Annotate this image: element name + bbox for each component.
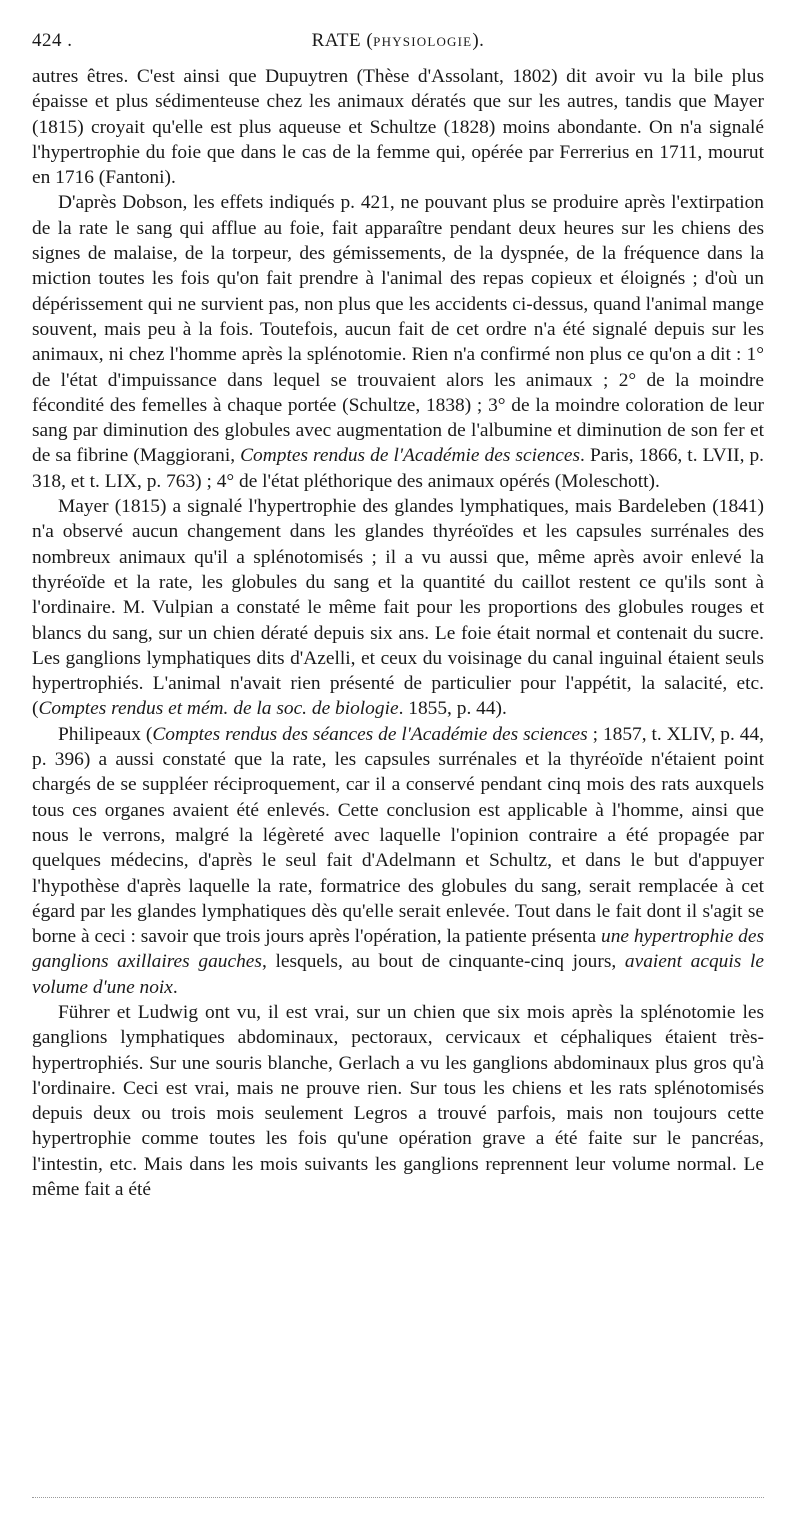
italic-text: avaient acquis le volume d'une noix	[32, 951, 764, 998]
italic-text: Comptes rendus des séances de l'Académie des sciences	[152, 723, 588, 745]
text-run: . Paris, 1866, t. LVII, p. 318, et t. LIX, p. 763) ; 4° de l'état pléthorique des animaux opérés (Moleschott).	[32, 445, 765, 492]
italic-text: Comptes rendus et mém. de la soc. de biologie	[38, 698, 399, 720]
paragraph	[32, 494, 764, 722]
title-subject: PHYSIOLOGIE	[373, 34, 473, 49]
text-run: Führer et Ludwig ont vu, il est vrai, sur un chien que six mois après la splénotomie les ganglions lymphatiques abdominaux, pectoraux, cervicaux et céphaliques étaient très-hypertrophiés. Sur une souris blanche, Gerlach a vu les ganglions abdominaux plus gros qu'à l'ordinaire. Ceci est vrai, mais ne prouve rien. Sur tous les chiens et les rats splénotomisés depuis deux ou trois mois seulement Legros a trouvé parfois, mais non toujours cette hypertrophie comme toutes les fois qu'une opération grave a été faite sur le pancréas, l'intestin, etc. Mais dans les mois suivants les ganglions reprennent leur volume normal. Le même fait a été	[32, 1001, 764, 1201]
title-main: RATE (	[311, 30, 374, 51]
text-run: D'après Dobson, les effets indiqués p. 421, ne pouvant plus se produire après l'extirpation de la rate le sang qui afflue au foie, fait apparaître pendant deux heures sur les chiens des signes de malaise, de la torpeur, des gémissements, de la dyspnée, de la fréquence dans la miction toutes les fois qu'on fait prendre à l'animal des repas copieux et éloignés ; d'où un dépérissement qui ne survient pas, non plus que les accidents ci-dessus, quand l'animal mange souvent, mais peu à la fois. Toutefois, aucun fait de cet ordre n'a été signalé depuis sur les animaux, ni chez l'homme après la splénotomie. Rien n'a confirmé non plus ce qu'on a dit : 1° de l'état d'impuissance dans lequel se trouvaient alors les animaux ; 2° de la moindre fécondité des femelles à chaque portée (Schultze, 1838) ; 3° de la moindre coloration de leur sang par diminution des globules avec augmentation de l'albumine et diminution de son fer et de sa fibrine (Maggiorani,	[32, 192, 764, 467]
italic-text: Comptes rendus de l'Académie des sciences	[240, 445, 581, 467]
running-title	[32, 30, 764, 52]
paragraph	[32, 64, 764, 190]
text-run: , lesquels, au bout de cinquante-cinq jours,	[261, 951, 625, 973]
paragraph	[32, 722, 764, 1000]
text-run: Mayer (1815) a signalé l'hypertrophie des glandes lymphatiques, mais Bardeleben (1841) n'a observé aucun changement dans les glandes thyréoïdes et les capsules surrénales des nombreux animaux qu'il a splénotomisés ; il a vu aussi que, même après avoir enlevé la thyréoïde et la rate, les globules du sang et la quantité du caillot restent ce qu'ils sont à l'ordinaire. M. Vulpian a constaté le même fait pour les proportions des globules rouges et blancs du sang, sur un chien dératé depuis six ans. Le foie était normal et contenait du sucre. Les ganglions lymphatiques dits d'Azelli, et ceux du voisinage du canal inguinal étaient seuls hypertrophiés. L'animal n'avait rien présenté de particulier pour l'appétit, la salacité, etc. (	[32, 496, 764, 720]
text-run: Philipeaux (	[58, 723, 153, 745]
text-run: ; 1857, t. XLIV, p. 44, p. 396) a aussi constaté que la rate, les capsules surrénales et la thyréoïde n'étaient point chargés de se suppléer réciproquement, car il a conservé pendant cinq mois des rats auxquels tous ces organes avaient été enlevés. Cette conclusion est applicable à l'homme, ainsi que nous le verrons, malgré la légèreté avec laquelle l'opinion contraire a été propagée par quelques médecins, d'après le seul fait d'Adelmann et Schultz, et dans le but d'appuyer l'hypothèse d'après laquelle la rate, formatrice des globules du sang, serait remplacée à cet égard par les glandes lymphatiques dès qu'elle serait enlevée. Tout dans le fait dont il s'agit se borne à ceci : savoir que trois jours après l'opération, la patiente présenta	[32, 723, 764, 948]
text-run: . 1855, p. 44).	[398, 698, 507, 720]
italic-text: une hypertrophie des ganglions axillaires gauches	[32, 926, 765, 973]
page-number: 424 .	[32, 30, 73, 51]
text-run: autres êtres. C'est ainsi que Dupuytren (Thèse d'Assolant, 1802) dit avoir vu la bile plus épaisse et plus sédimenteuse chez les animaux dératés que sur les autres, tandis que Mayer (1815) croyait qu'elle est plus aqueuse et Schultze (1828) moins abondante. On n'a signalé l'hypertrophie du foie que dans le cas de la femme qui, opérée par Ferrerius en 1711, mourut en 1716 (Fantoni).	[32, 66, 764, 189]
document-page	[32, 30, 764, 1202]
document-body	[32, 64, 764, 1202]
running-header	[32, 30, 764, 62]
title-end: ).	[472, 30, 485, 51]
paragraph	[32, 190, 764, 494]
text-run: .	[172, 976, 178, 998]
footer-dotted-rule	[32, 1497, 764, 1498]
paragraph	[32, 1000, 764, 1202]
